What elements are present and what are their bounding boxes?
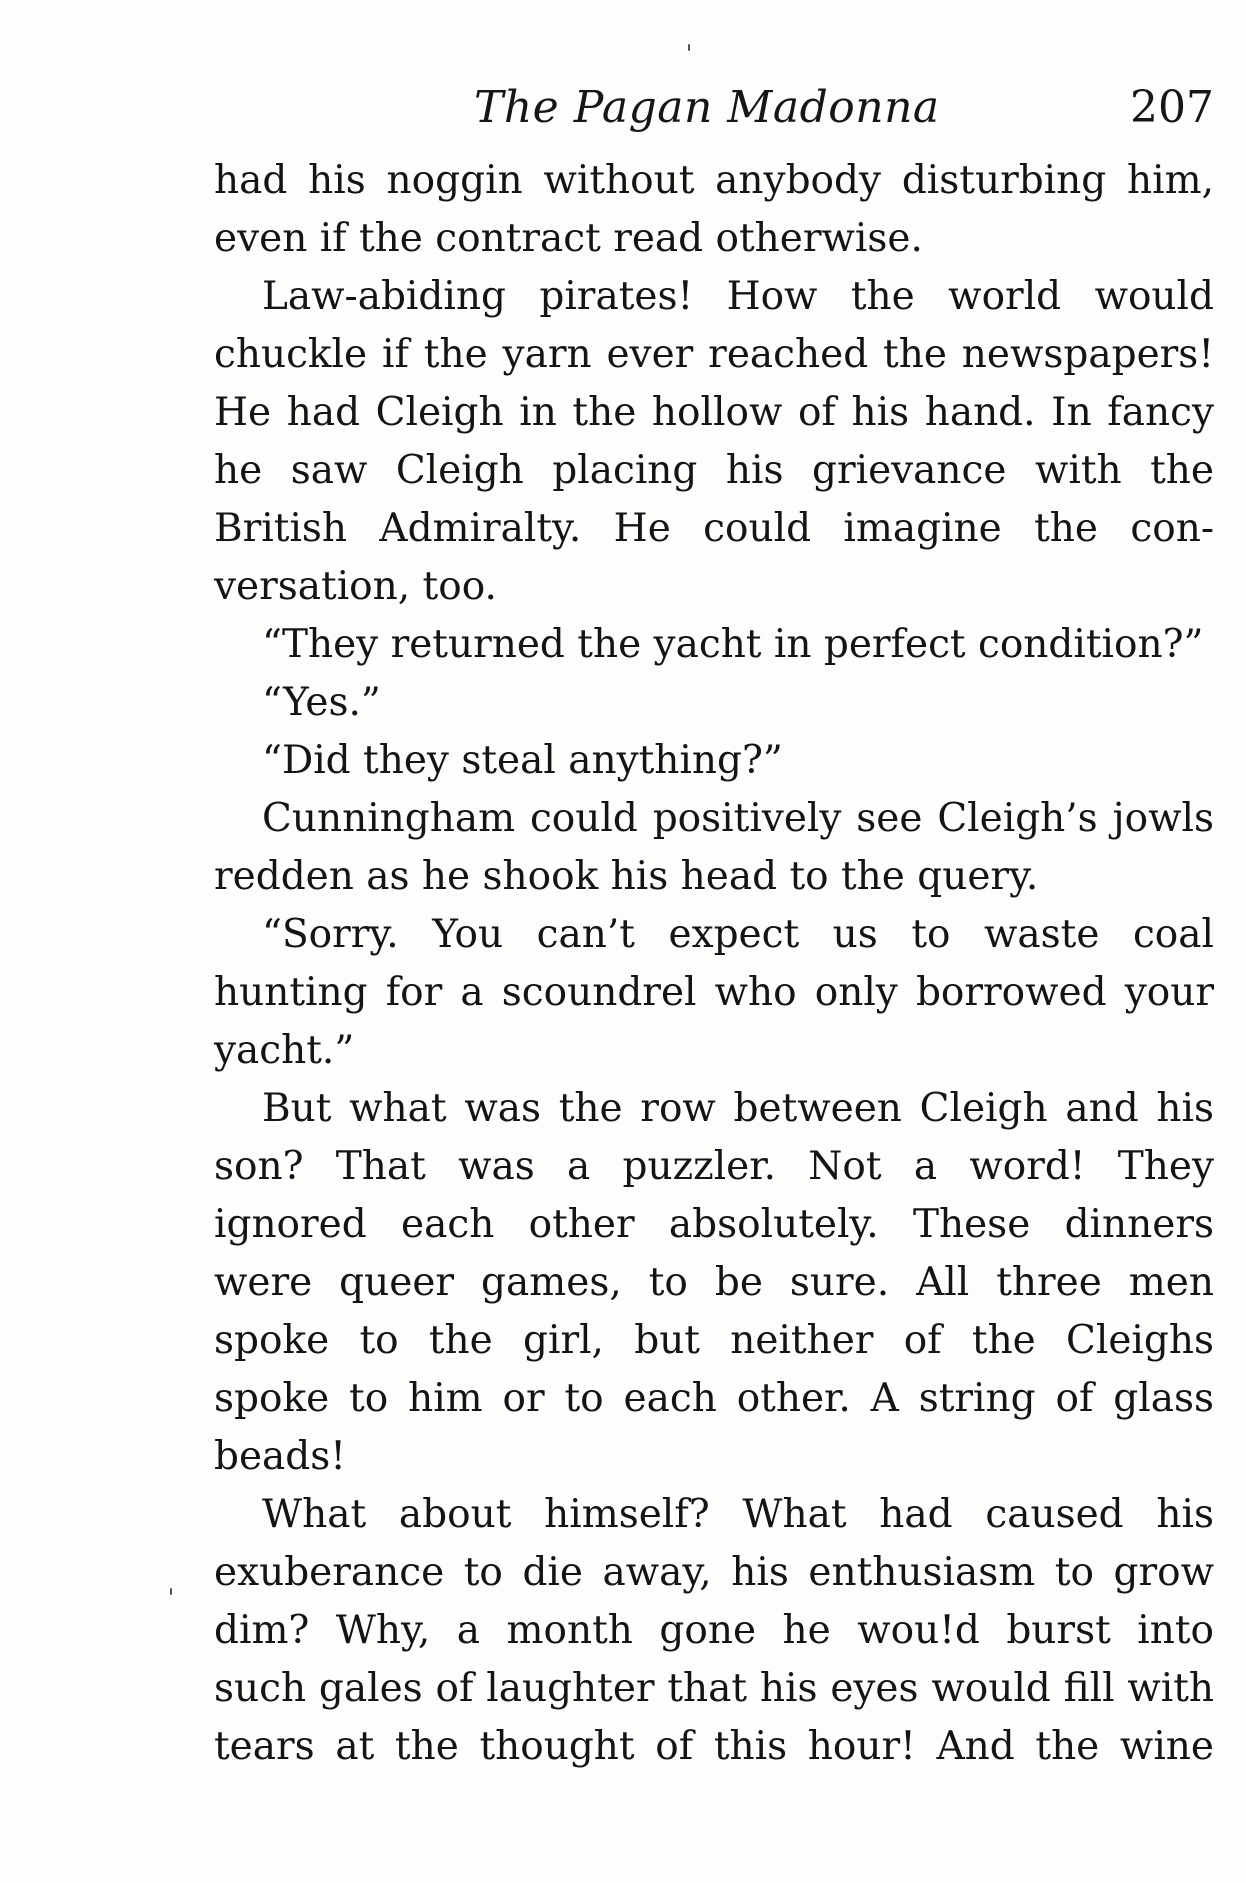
- text-line: beads!: [214, 1434, 346, 1479]
- text-line: He had Cleigh in the hollow of his hand. In fancy: [214, 390, 1214, 435]
- text-line: versation, too.: [214, 564, 497, 609]
- text-line: Cunningham could positively see Cleigh’s jowls: [262, 796, 1214, 841]
- text-line: such gales of laughter that his eyes would fill with: [214, 1666, 1214, 1711]
- text-line: British Admiralty. He could imagine the con-: [214, 506, 1214, 551]
- text-line: spoke to him or to each other. A string of glass: [214, 1376, 1214, 1421]
- text-line: “Did they steal anything?”: [262, 738, 783, 783]
- page-header: [214, 82, 1214, 142]
- text-line: spoke to the girl, but neither of the Cleighs: [214, 1318, 1214, 1363]
- body-text: [214, 152, 1214, 1776]
- text-line: had his noggin without anybody disturbing him,: [214, 158, 1214, 203]
- text-line: he saw Cleigh placing his grievance with the: [214, 448, 1214, 493]
- text-line: exuberance to die away, his enthusiasm to grow: [214, 1550, 1214, 1595]
- print-speck: [170, 1588, 172, 1595]
- text-line: yacht.”: [214, 1028, 355, 1073]
- text-line: “Sorry. You can’t expect us to waste coal: [262, 912, 1214, 957]
- text-line: What about himself? What had caused his: [262, 1492, 1214, 1537]
- text-line: chuckle if the yarn ever reached the newspapers!: [214, 332, 1214, 377]
- text-line: dim? Why, a month gone he wou!d burst into: [214, 1608, 1214, 1653]
- print-speck: [688, 44, 690, 51]
- text-line: were queer games, to be sure. All three men: [214, 1260, 1214, 1305]
- text-line: ignored each other absolutely. These dinners: [214, 1202, 1214, 1247]
- text-line: son? That was a puzzler. Not a word! They: [214, 1144, 1214, 1189]
- text-line: Law-abiding pirates! How the world would: [262, 274, 1214, 319]
- text-line: “They returned the yacht in perfect condition?”: [262, 622, 1204, 667]
- text-line: redden as he shook his head to the query.: [214, 854, 1039, 899]
- text-line: But what was the row between Cleigh and his: [262, 1086, 1214, 1131]
- text-line: tears at the thought of this hour! And the wine: [214, 1724, 1214, 1769]
- text-line: even if the contract read otherwise.: [214, 216, 923, 261]
- running-title: The Pagan Madonna: [474, 82, 940, 133]
- text-line: hunting for a scoundrel who only borrowed your: [214, 970, 1214, 1015]
- text-line: “Yes.”: [262, 680, 381, 725]
- page-number: 207: [1130, 82, 1214, 133]
